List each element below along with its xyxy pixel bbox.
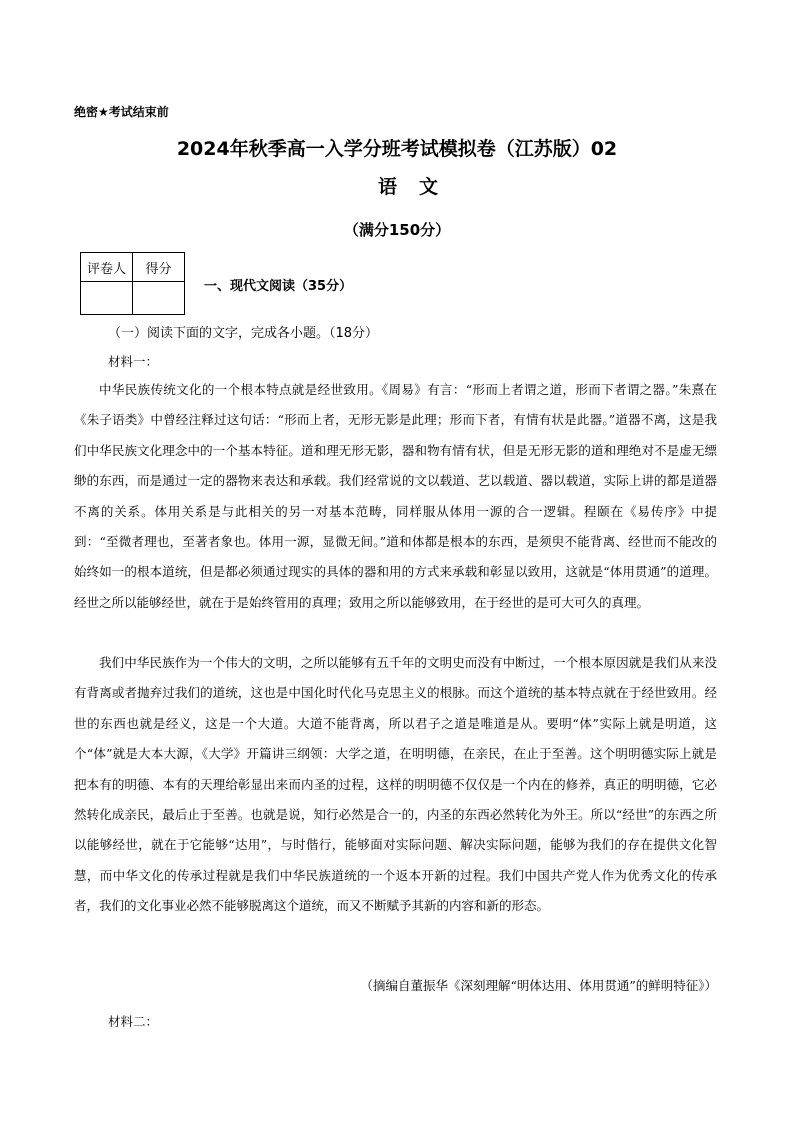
grader-cell [81,282,133,315]
full-score: （满分150分） [343,221,451,239]
material-1-paragraph-2: 我们中华民族作为一个伟大的文明，之所以能够有五千年的文明史而没有中断过，一个根本原因就是我们从来没有背离或者抛弃过我们的道统，这也是中国化时代化马克思主义的根脉。而这个道统的基本特点就在于经世致用。经世的东西也就是经义，这是一个大道。大道不能背离，所以君子之道是唯道是从。要明“体”实际上就是明道，这个“体”就是大本大源，《大学》开篇讲三纲领：大学之道，在明明德，在亲民，在止于至善。这个明明德实际上就是把本有的明德、本有的天理给彰显出来而内圣的过程，这样的明明德不仅仅是一个内在的修养，真正的明明德，它必然转化成亲民，最后止于至善。也就是说，知行必然是合一的，内圣的东西必然转化为外王。所以“经世”的东西之所以能够经世，就在于它能够“达用”，与时偕行，能够面对实际问题、解决实际问题，能够为我们的存在提供文化智慧，而中华文化的传承过程就是我们中华民族道统的一个返本开新的过程。我们中国共产党人作为优秀文化的传承者，我们的文化事业必然不能够脱离这个道统，而又不断赋予其新的内容和新的形态。 [74,655,717,914]
grader-table [80,252,185,315]
score-cell [133,282,185,315]
material-1-label: 材料一： [108,354,159,369]
exam-title: 2024年秋季高一入学分班考试模拟卷（江苏版）02 [176,138,618,160]
grader-header: 评卷人 [81,253,133,282]
section-title: 一、现代文阅读（35分） [204,279,353,294]
material-1-paragraph-1: 中华民族传统文化的一个根本特点就是经世致用。《周易》有言：“形而上者谓之道，形而下者谓之器。”朱熹在《朱子语类》中曾经注释过这句话：“形而上者，无形无影是此理；形而下者，有情有状是此器。”道器不离，这是我们中华民族文化理念中的一个基本特征。道和理无形无影，器和物有情有状，但是无形无影的道和理绝对不是虚无缥缈的东西，而是通过一定的器物来表达和承载。我们经常说的文以载道、艺以载道、器以载道，实际上讲的都是道器不离的关系。体用关系是与此相关的另一对基本范畴，同样服从体用一源的合一逻辑。程颐在《易传序》中提到：“至微者理也，至著者象也。体用一源，显微无间。”道和体都是根本的东西，是须臾不能背离、经世而不能改的始终如一的根本道统，但是都必须通过现实的具体的器和用的方式来承载和彰显以致用，这就是“体用贯通”的道理。经世之所以能够经世，就在于是始终管用的真理；致用之所以能够致用，在于经世的是可大可久的真理。 [74,382,717,610]
material-1-source: （摘编自董振华《深刻理解“明体达用、体用贯通”的鲜明特征》） [360,978,717,993]
material-2-label: 材料二： [108,1014,159,1029]
score-header: 得分 [133,253,185,282]
subsection-title: （一）阅读下面的文字，完成各小题。（18分） [108,326,379,341]
subject-title: 语文 [377,176,460,198]
confidential-label: 绝密★考试结束前 [74,105,169,119]
